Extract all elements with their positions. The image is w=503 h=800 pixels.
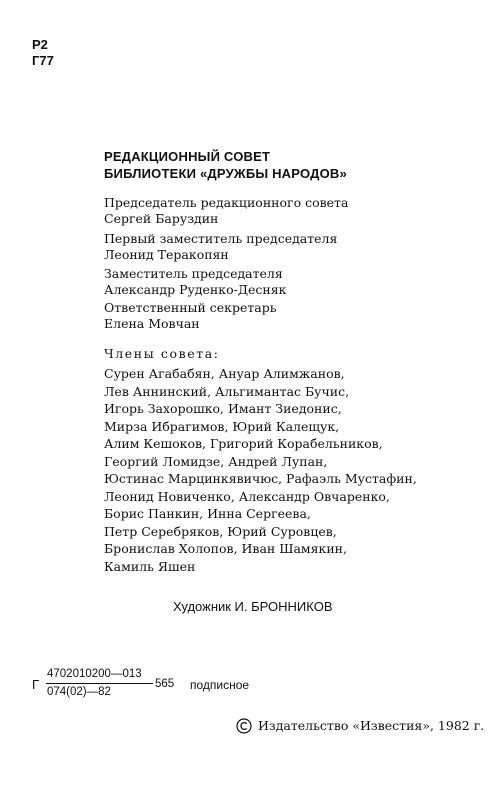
index-code: 565 xyxy=(155,678,175,690)
members-line: Алим Кешоков, Григорий Корабельников, xyxy=(104,436,383,451)
role-person-name: Сергей Баруздин xyxy=(104,211,219,226)
index-numerator: 4702010200—013 xyxy=(47,668,142,680)
members-line: Георгий Ломидзе, Андрей Лупан, xyxy=(104,453,328,469)
index-fraction-rule xyxy=(46,683,153,684)
board-members-heading: Члены совета: xyxy=(104,346,220,361)
editorial-board-heading xyxy=(104,148,347,182)
editorial-board-heading-line1: РЕДАКЦИОННЫЙ СОВЕТ xyxy=(104,149,271,164)
role-title: Заместитель председателя xyxy=(104,266,283,281)
role-title: Ответственный секретарь xyxy=(104,300,277,315)
artist-credit: Художник И. БРОННИКОВ xyxy=(173,599,333,614)
board-role-secretary xyxy=(104,300,277,332)
index-denominator: 074(02)—82 xyxy=(47,686,111,698)
role-person-name: Елена Мовчан xyxy=(104,316,200,331)
members-line: Леонид Новиченко, Александр Овчаренко, xyxy=(104,488,390,504)
editorial-board-heading-line2: БИБЛИОТЕКИ «ДРУЖБЫ НАРОДОВ» xyxy=(104,166,347,181)
members-line: Игорь Захорошко, Имант Зиедонис, xyxy=(104,401,342,416)
members-line: Лев Аннинский, Альгимантас Бучис, xyxy=(104,383,350,399)
members-line: Сурен Агабабян, Ануар Алимжанов, xyxy=(104,366,345,381)
members-line: Мирза Ибрагимов, Юрий Калещук, xyxy=(104,418,340,434)
members-line: Борис Панкин, Инна Сергеева, xyxy=(104,506,311,521)
copyright-text: Издательство «Известия», 1982 г. xyxy=(258,718,485,733)
members-line: Юстинас Марцинкявичюс, Рафаэль Мустафин, xyxy=(104,471,417,486)
copyright-line xyxy=(236,717,484,735)
members-line: Камиль Яшен xyxy=(104,558,196,574)
role-person-name: Леонид Теракопян xyxy=(104,247,229,262)
role-title: Председатель редакционного совета xyxy=(104,195,349,210)
board-members-list xyxy=(104,365,417,575)
board-role-first-deputy xyxy=(104,231,337,263)
classification-code-line1: Р2 xyxy=(32,37,48,52)
members-line: Петр Серебряков, Юрий Суровцев, xyxy=(104,523,337,539)
role-person-name: Александр Руденко-Десняк xyxy=(104,282,287,297)
copyright-icon xyxy=(236,718,252,734)
role-title: Первый заместитель председателя xyxy=(104,231,338,246)
classification-code-line2: Г77 xyxy=(32,53,54,68)
members-line: Бронислав Холопов, Иван Шамякин, xyxy=(104,541,347,556)
board-role-chairman xyxy=(104,195,348,227)
index-letter: Г xyxy=(32,677,40,692)
board-role-deputy xyxy=(104,266,286,298)
subscription-note: подписное xyxy=(190,678,250,692)
